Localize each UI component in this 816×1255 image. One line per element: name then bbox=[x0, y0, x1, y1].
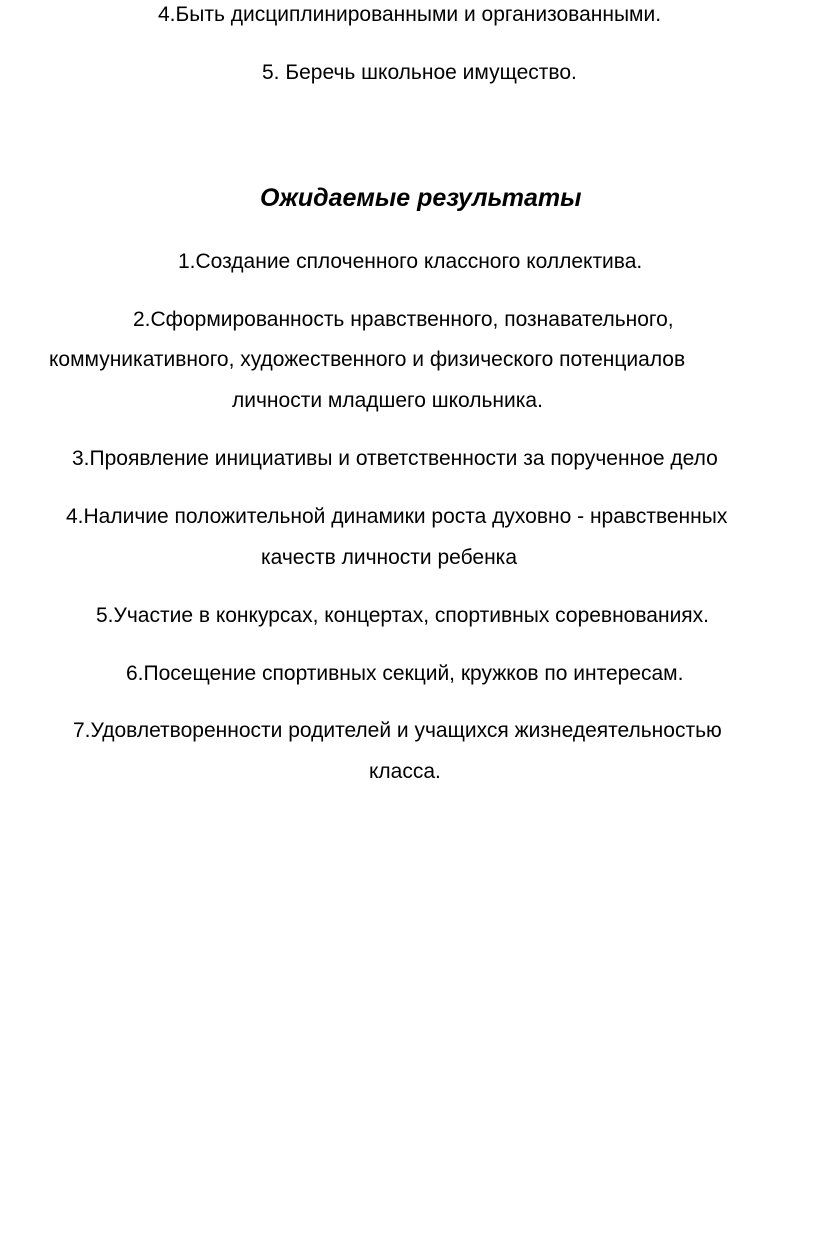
list-item-property: 5. Беречь школьное имущество. bbox=[262, 61, 577, 84]
result-item-1: 1.Создание сплоченного классного коллектива. bbox=[178, 250, 643, 273]
result-item-3: 3.Проявление инициативы и ответственности за порученное дело bbox=[72, 447, 718, 470]
result-item-4-line-2: качеств личности ребенка bbox=[261, 546, 517, 569]
result-item-7-line-2: класса. bbox=[369, 760, 441, 783]
result-item-2-line-1: 2.Сформированность нравственного, познавательного, bbox=[133, 308, 674, 331]
result-item-4-line-1: 4.Наличие положительной динамики роста духовно - нравственных bbox=[66, 505, 728, 528]
section-heading: Ожидаемые результаты bbox=[260, 184, 582, 212]
result-item-7-line-1: 7.Удовлетворенности родителей и учащихся жизнедеятельностью bbox=[73, 719, 722, 742]
list-item-discipline: 4.Быть дисциплинированными и организованными. bbox=[158, 3, 662, 26]
result-item-5: 5.Участие в конкурсах, концертах, спортивных соревнованиях. bbox=[96, 604, 709, 627]
result-item-2-line-2: коммуникативного, художественного и физического потенциалов bbox=[49, 348, 686, 371]
result-item-6: 6.Посещение спортивных секций, кружков по интересам. bbox=[126, 662, 684, 685]
result-item-2-line-3: личности младшего школьника. bbox=[232, 389, 543, 412]
